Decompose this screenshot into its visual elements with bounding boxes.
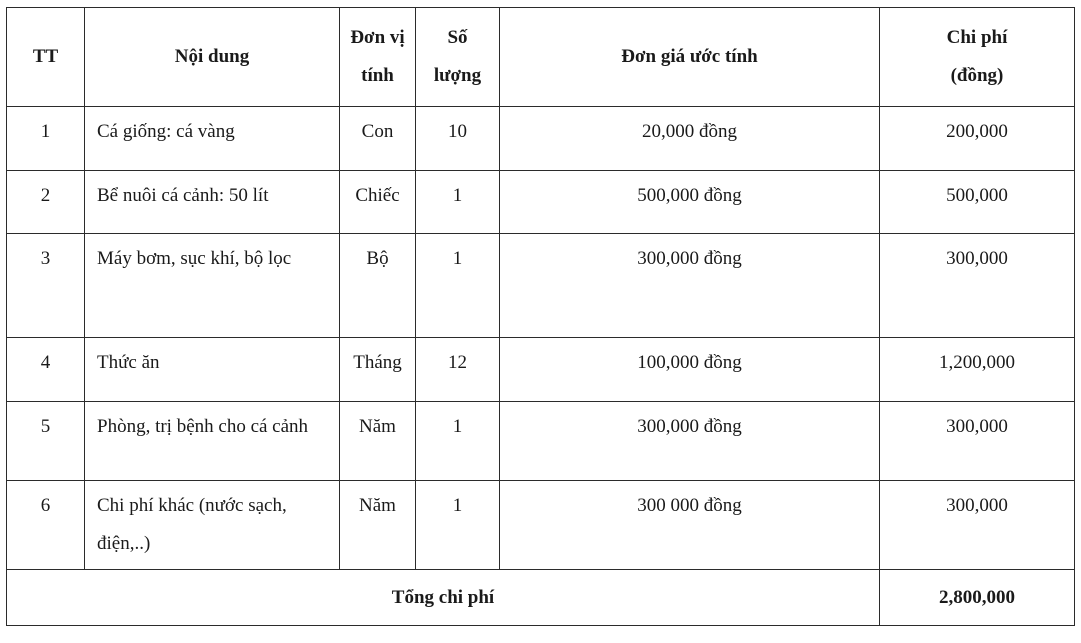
table-row (7, 402, 1075, 481)
total-value: 2,800,000 (880, 570, 1075, 626)
cell-unit: Năm (340, 481, 416, 570)
cell-tt: 5 (7, 402, 85, 481)
cell-content: Máy bơm, sục khí, bộ lọc (85, 234, 340, 338)
cell-content: Phòng, trị bệnh cho cá cảnh (85, 402, 340, 481)
header-unit-price: Đơn giá ước tính (500, 8, 880, 107)
cell-unit-price: 300 000 đồng (500, 481, 880, 570)
cell-content: Chi phí khác (nước sạch, điện,..) (85, 481, 340, 570)
cell-content: Cá giống: cá vàng (85, 107, 340, 171)
cell-content: Thức ăn (85, 338, 340, 402)
cell-quantity: 1 (416, 402, 500, 481)
header-unit-line2: tính (361, 65, 394, 86)
table-header-row (7, 8, 1075, 107)
header-cost (880, 8, 1075, 107)
cell-cost: 500,000 (880, 171, 1075, 234)
cell-quantity: 1 (416, 171, 500, 234)
cell-cost: 300,000 (880, 481, 1075, 570)
cell-unit: Bộ (340, 234, 416, 338)
cell-unit: Con (340, 107, 416, 171)
cell-tt: 6 (7, 481, 85, 570)
header-qty-line1: Số (447, 27, 468, 48)
cell-unit: Chiếc (340, 171, 416, 234)
cell-quantity: 1 (416, 481, 500, 570)
header-tt: TT (7, 8, 85, 107)
cell-unit-price: 100,000 đồng (500, 338, 880, 402)
cell-unit-price: 300,000 đồng (500, 402, 880, 481)
cost-estimate-table (6, 7, 1075, 626)
cell-unit-price: 500,000 đồng (500, 171, 880, 234)
cell-cost: 300,000 (880, 402, 1075, 481)
table-row (7, 338, 1075, 402)
cell-tt: 3 (7, 234, 85, 338)
total-label: Tổng chi phí (7, 570, 880, 626)
table-row (7, 481, 1075, 570)
cell-quantity: 10 (416, 107, 500, 171)
header-qty-line2: lượng (433, 65, 482, 86)
table-row (7, 234, 1075, 338)
cell-unit: Tháng (340, 338, 416, 402)
header-content: Nội dung (85, 8, 340, 107)
header-quantity (416, 8, 500, 107)
cell-unit: Năm (340, 402, 416, 481)
cell-cost: 300,000 (880, 234, 1075, 338)
cell-tt: 1 (7, 107, 85, 171)
header-cost-line2: (đồng) (950, 65, 1004, 86)
header-unit (340, 8, 416, 107)
cell-cost: 200,000 (880, 107, 1075, 171)
cell-tt: 4 (7, 338, 85, 402)
table-row (7, 171, 1075, 234)
cell-quantity: 1 (416, 234, 500, 338)
cell-unit-price: 300,000 đồng (500, 234, 880, 338)
cell-content: Bể nuôi cá cảnh: 50 lít (85, 171, 340, 234)
cell-quantity: 12 (416, 338, 500, 402)
header-cost-line1: Chi phí (946, 27, 1008, 48)
cell-tt: 2 (7, 171, 85, 234)
total-row (7, 570, 1075, 626)
header-unit-line1: Đơn vị (350, 27, 405, 48)
table-row (7, 107, 1075, 171)
cell-cost: 1,200,000 (880, 338, 1075, 402)
cell-unit-price: 20,000 đồng (500, 107, 880, 171)
